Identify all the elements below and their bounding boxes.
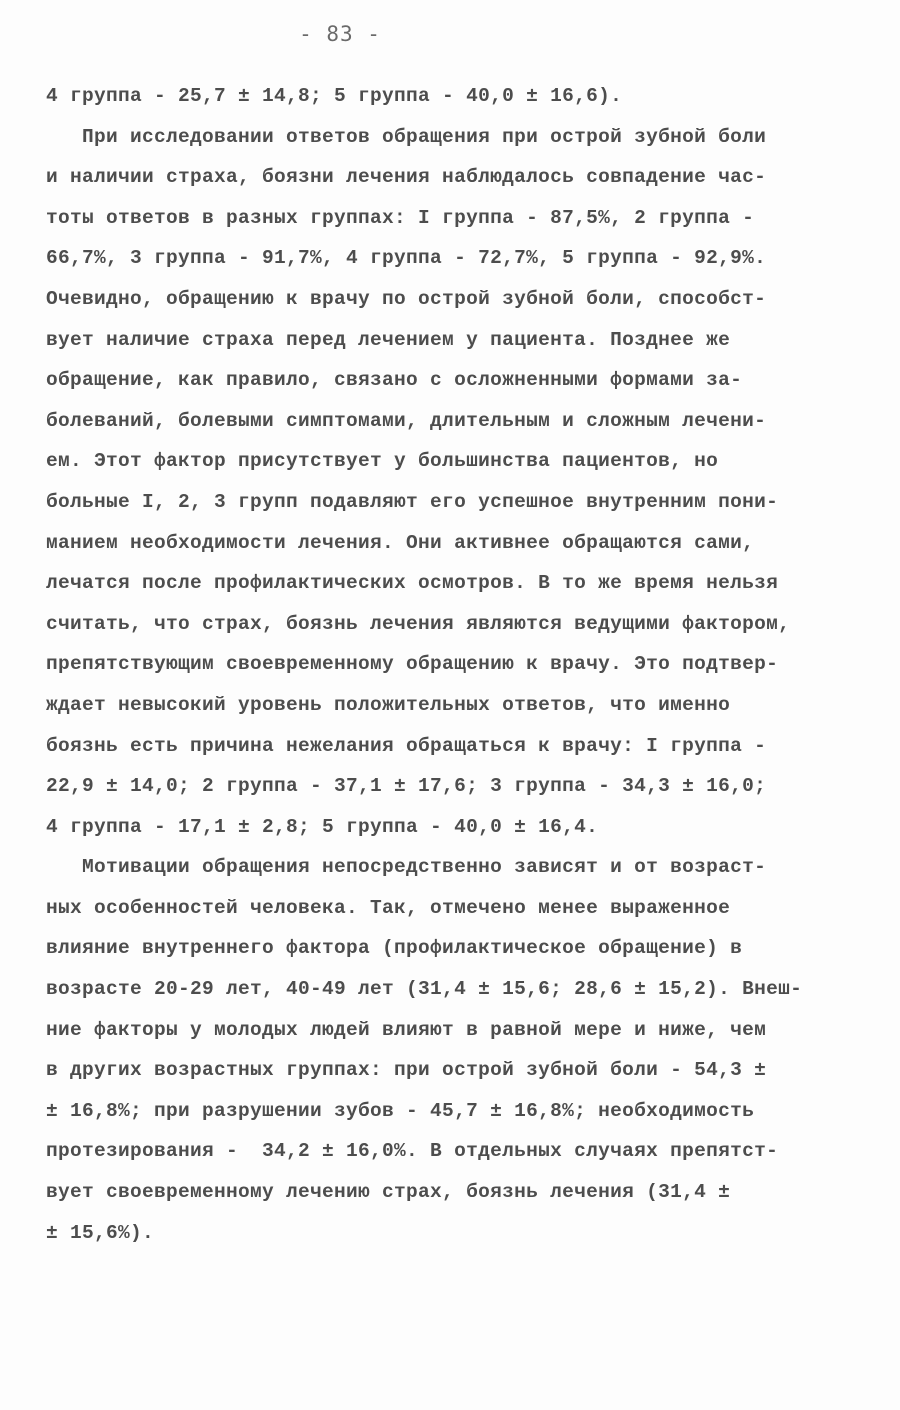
text-line: больные I, 2, 3 групп подавляют его успешное внутренним пони- bbox=[46, 490, 779, 513]
text-line: ем. Этот фактор присутствует у большинства пациентов, но bbox=[46, 450, 719, 473]
text-line: протезирования - 34,2 ± 16,0%. В отдельных случаях препятст- bbox=[46, 1140, 779, 1163]
text-line: вует наличие страха перед лечением у пациента. Позднее же bbox=[46, 328, 731, 351]
page-number: - 83 - bbox=[299, 22, 381, 46]
text-line: препятствующим своевременному обращению к врачу. Это подтвер- bbox=[46, 653, 779, 676]
text-line: считать, что страх, боязнь лечения являются ведущими фактором, bbox=[46, 612, 791, 635]
text-line: возрасте 20-29 лет, 40-49 лет (31,4 ± 15,6; 28,6 ± 15,2). Внеш- bbox=[46, 978, 803, 1001]
text-line: 22,9 ± 14,0; 2 группа - 37,1 ± 17,6; 3 группа - 34,3 ± 16,0; bbox=[46, 775, 767, 798]
text-line: лечатся после профилактических осмотров. В то же время нельзя bbox=[46, 572, 779, 595]
text-line: ных особенностей человека. Так, отмечено менее выраженное bbox=[46, 896, 731, 919]
text-line: болеваний, болевыми симптомами, длительным и сложным лечени- bbox=[46, 409, 767, 432]
text-line: ± 16,8%; при разрушении зубов - 45,7 ± 16,8%; необходимость bbox=[46, 1099, 755, 1122]
text-line: ± 15,6%). bbox=[46, 1221, 155, 1244]
text-line: в других возрастных группах: при острой зубной боли - 54,3 ± bbox=[46, 1059, 767, 1082]
text-line: Мотивации обращения непосредственно зависят и от возраст- bbox=[46, 856, 767, 879]
text-line: ждает невысокий уровень положительных ответов, что именно bbox=[46, 693, 731, 716]
text-line: боязнь есть причина нежелания обращаться к врачу: I группа - bbox=[46, 734, 767, 757]
text-line: и наличии страха, боязни лечения наблюдалось совпадение час- bbox=[46, 166, 767, 189]
text-line: вует своевременному лечению страх, боязнь лечения (31,4 ± bbox=[46, 1181, 731, 1204]
text-line: 4 группа - 17,1 ± 2,8; 5 группа - 40,0 ± 16,4. bbox=[46, 815, 599, 838]
text-line: манием необходимости лечения. Они активнее обращаются сами, bbox=[46, 531, 755, 554]
text-line: 66,7%, 3 группа - 91,7%, 4 группа - 72,7%, 5 группа - 92,9%. bbox=[46, 247, 767, 270]
text-line: влияние внутреннего фактора (профилактическое обращение) в bbox=[46, 937, 743, 960]
text-line: При исследовании ответов обращения при острой зубной боли bbox=[46, 125, 767, 148]
text-line: 4 группа - 25,7 ± 14,8; 5 группа - 40,0 ± 16,6). bbox=[46, 85, 623, 107]
body-text bbox=[46, 76, 866, 1253]
text-line: ние факторы у молодых людей влияют в равной мере и ниже, чем bbox=[46, 1018, 767, 1041]
text-line: Очевидно, обращению к врачу по острой зубной боли, способст- bbox=[46, 287, 767, 310]
text-line: обращение, как правило, связано с осложненными формами за- bbox=[46, 369, 743, 392]
text-line: тоты ответов в разных группах: I группа - 87,5%, 2 группа - bbox=[46, 206, 755, 229]
